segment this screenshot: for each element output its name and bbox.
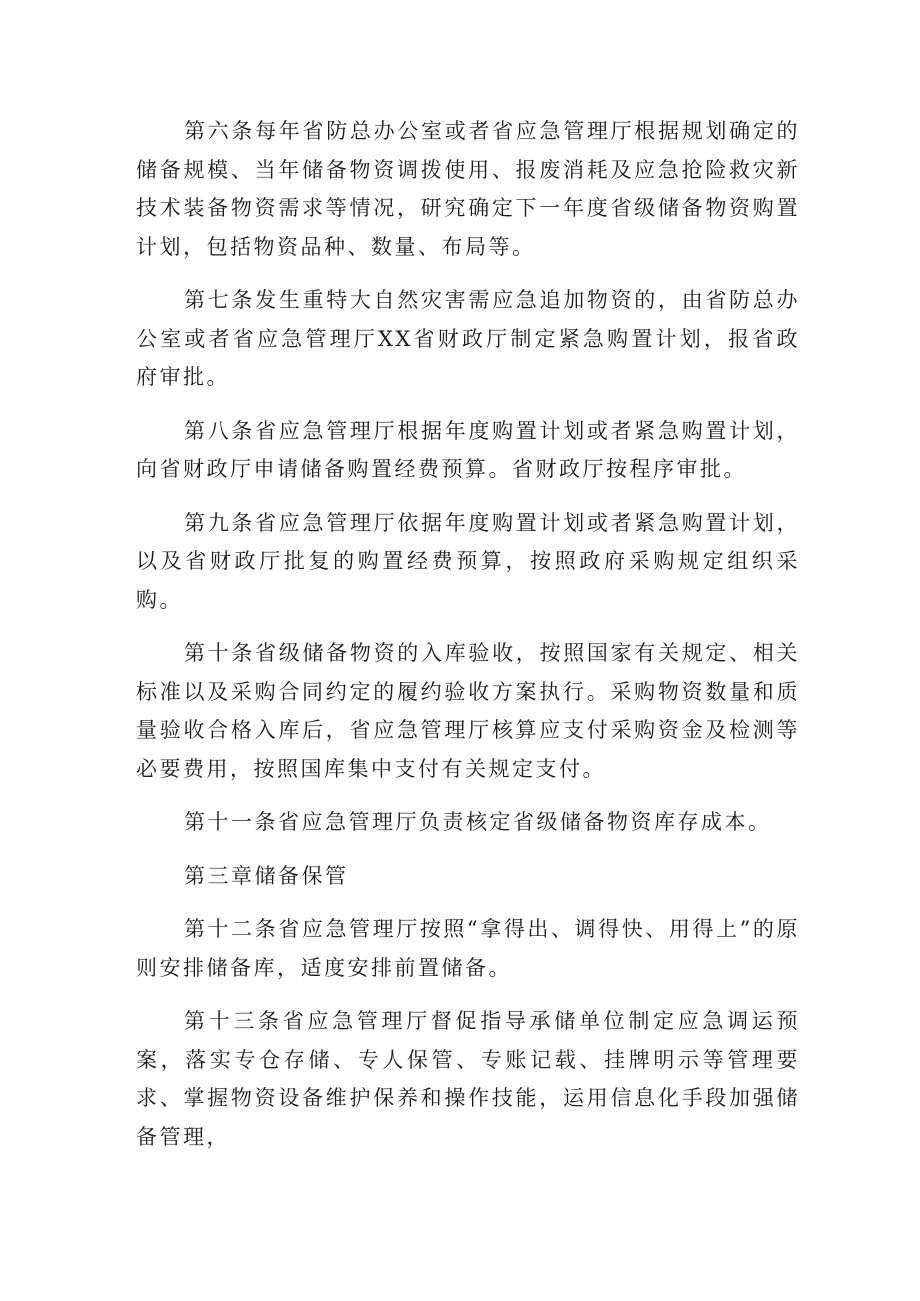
article-11-paragraph: 第十一条省应急管理厅负责核定省级储备物资库存成本。 <box>184 810 772 834</box>
article-10-paragraph: 第十条省级储备物资的入库验收，按照国家有关规定、相关标准以及采购合同约定的履约验收方案执行。采购物资数量和质量验收合格入库后，省应急管理厅核算应支付采购资金及检测等必要费用，按照国库集中支付有关规定支付。 <box>136 641 800 781</box>
document-body <box>136 112 800 1171</box>
article-7-paragraph: 第七条发生重特大自然灾害需应急追加物资的，由省防总办公室或者省应急管理厅XX省财政厅制定紧急购置计划，报省政府审批。 <box>136 288 800 389</box>
article-6-paragraph: 第六条每年省防总办公室或者省应急管理厅根据规划确定的储备规模、当年储备物资调拨使用、报废消耗及应急抢险救灾新技术装备物资需求等情况，研究确定下一年度省级储备物资购置计划，包括物资品种、数量、布局等。 <box>136 119 800 259</box>
article-9-paragraph: 第九条省应急管理厅依据年度购置计划或者紧急购置计划，以及省财政厅批复的购置经费预算，按照政府采购规定组织采购。 <box>136 510 800 612</box>
article-12-paragraph: 第十二条省应急管理厅按照“拿得出、调得快、用得上”的原则安排储备库，适度安排前置储备。 <box>136 917 800 980</box>
article-8-paragraph: 第八条省应急管理厅根据年度购置计划或者紧急购置计划，向省财政厅申请储备购置经费预算。省财政厅按程序审批。 <box>136 418 800 481</box>
chapter-3-heading: 第三章储备保管 <box>184 863 349 888</box>
article-13-paragraph: 第十三条省应急管理厅督促指导承储单位制定应急调运预案，落实专仓存储、专人保管、专账记载、挂牌明示等管理要求、掌握物资设备维护保养和操作技能，运用信息化手段加强储备管理， <box>136 1009 800 1149</box>
